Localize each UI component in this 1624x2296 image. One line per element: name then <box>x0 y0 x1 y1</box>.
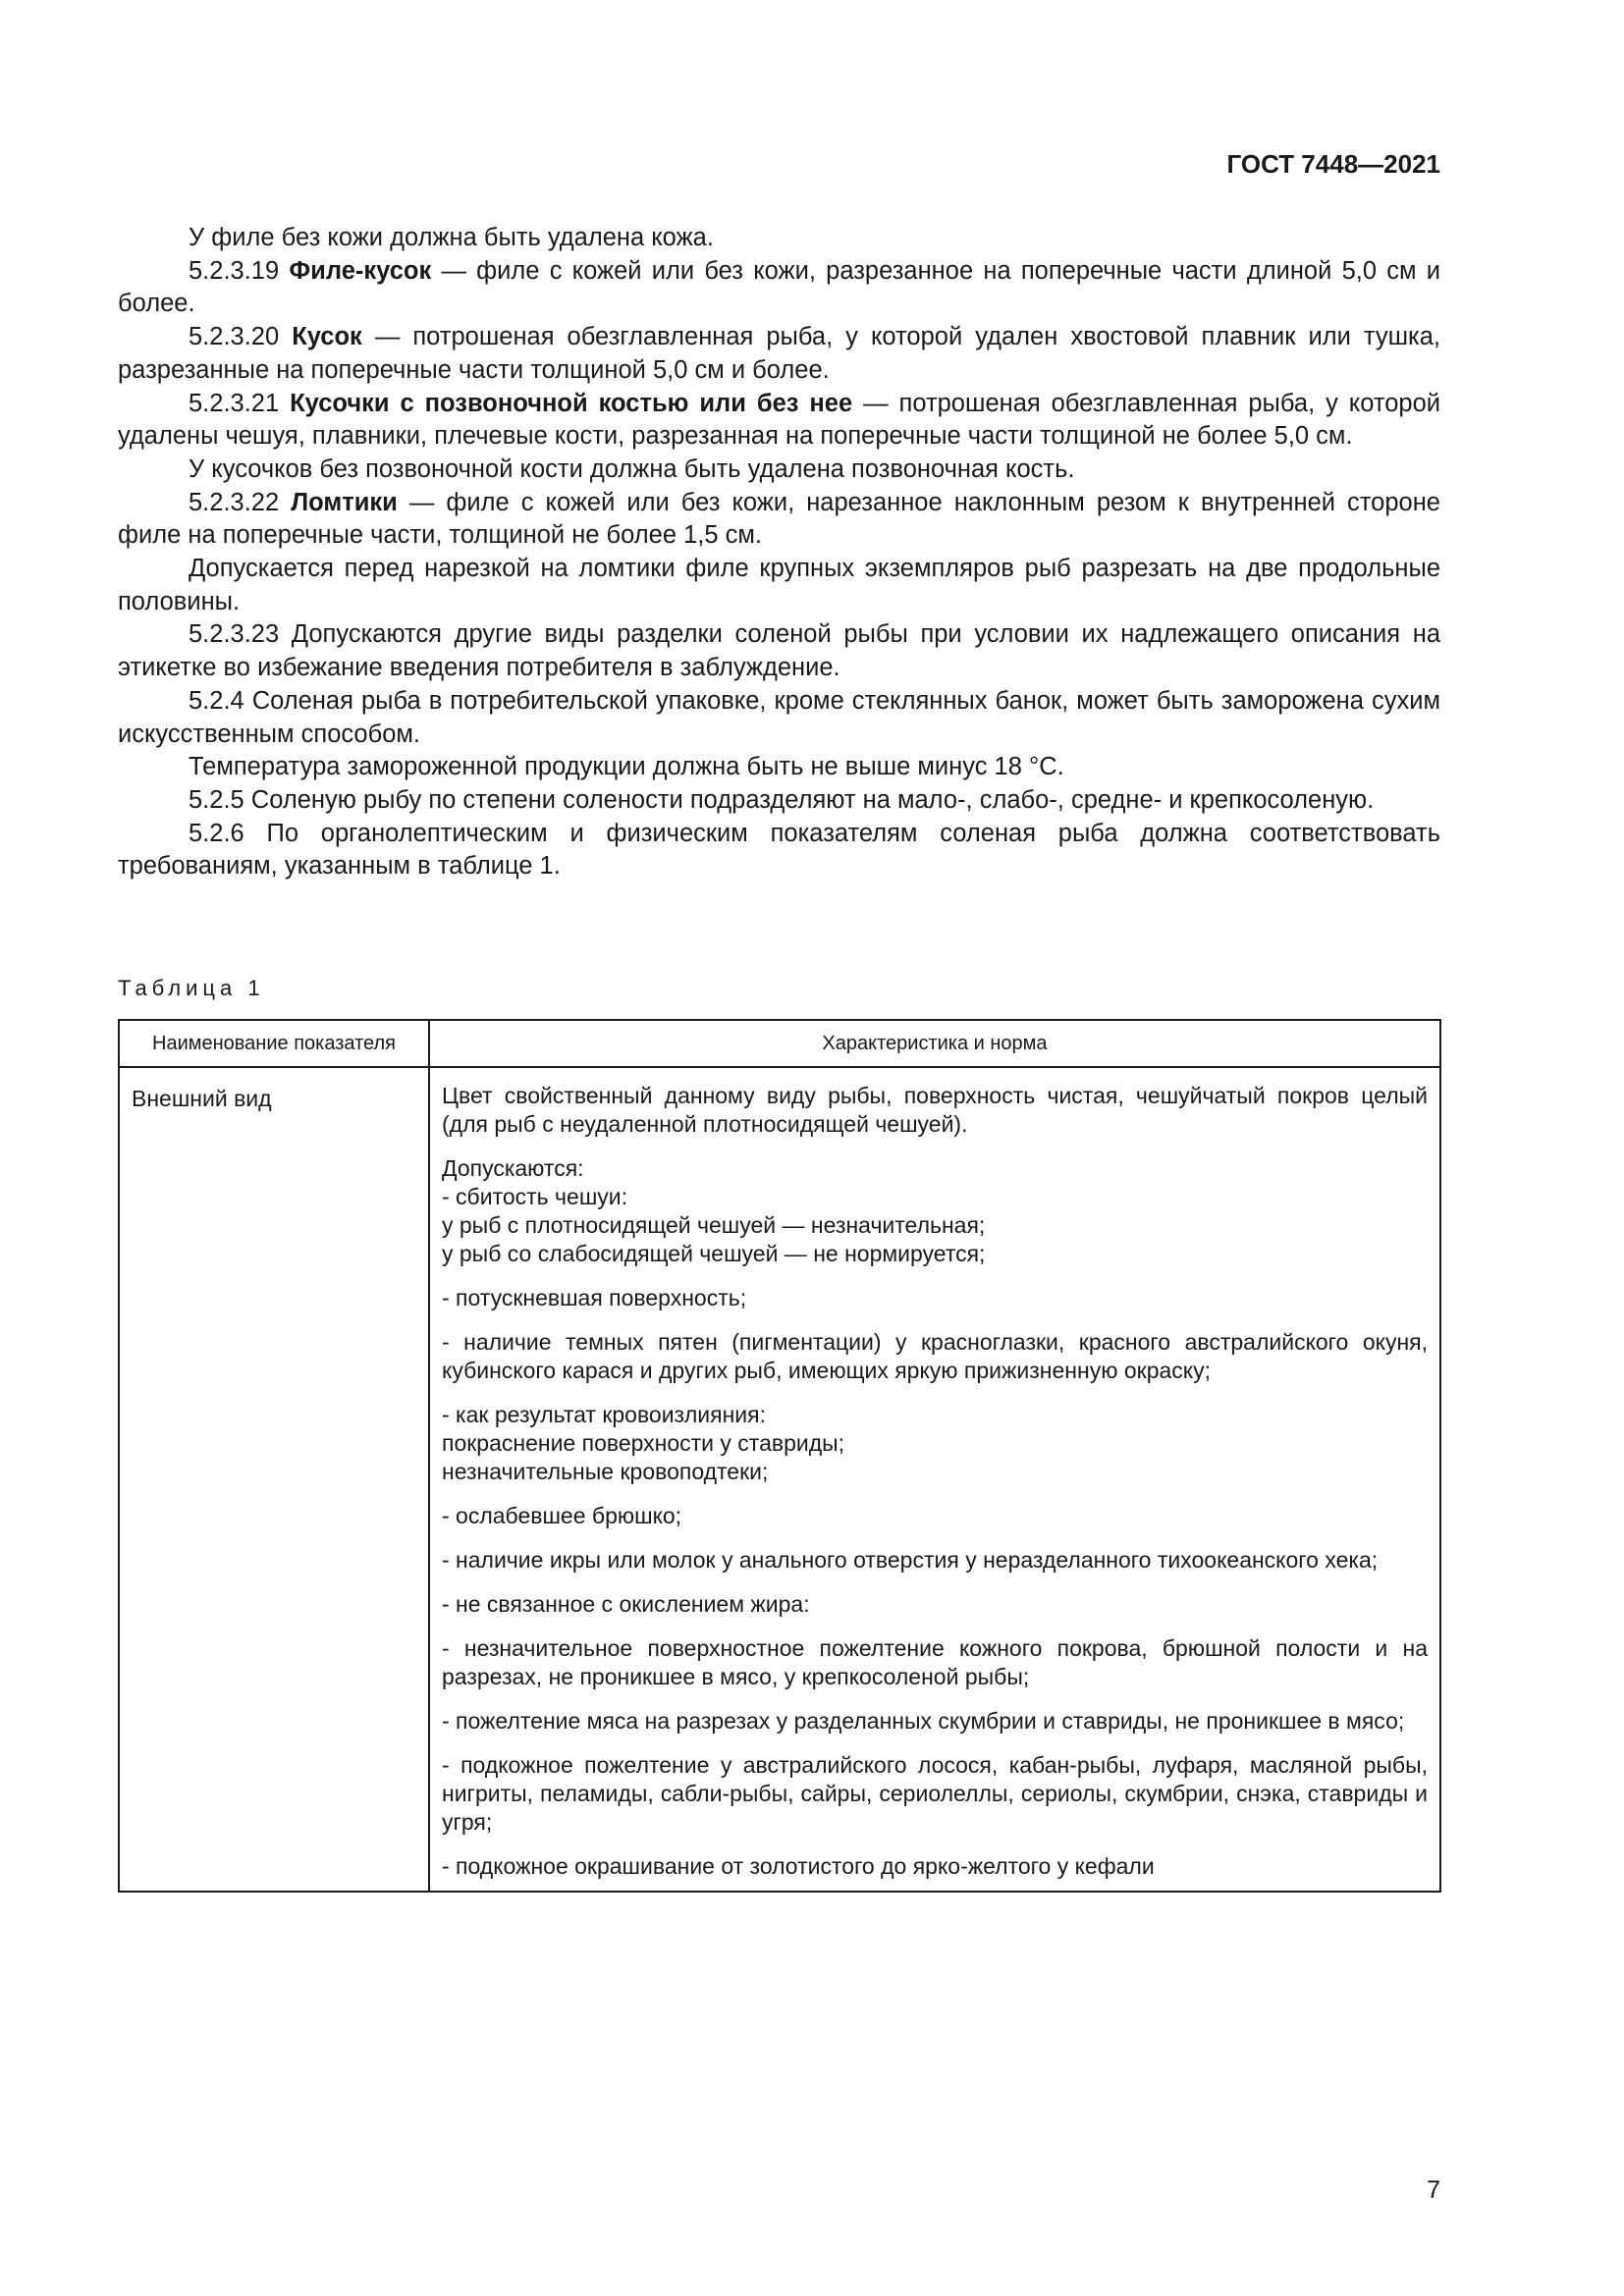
term-kusok: Кусок <box>292 323 362 351</box>
term-lomtiki: Ломтики <box>291 488 398 516</box>
norm-line: - не связанное с окислением жира: <box>442 1591 810 1617</box>
norm-line: - подкожное окрашивание от золотистого до ярко-желтого у кефали <box>442 1853 1155 1879</box>
norm-line: - пожелтение мяса на разрезах у разделанных скумбрии и ставриды, не проникшее в мясо; <box>442 1708 1405 1734</box>
paragraph-5-2-3-22: 5.2.3.22 Ломтики — филе с кожей или без кожи, нарезанное наклонным резом к внутренней стороне филе на поперечные части, толщиной не более 1,5 см. <box>118 488 1440 550</box>
norm-paragraph <box>442 1082 1428 1139</box>
paragraph-5-2-3-19: 5.2.3.19 Филе-кусок — филе с кожей или без кожи, разрезанное на поперечные части длиной 5,0 см и более. <box>118 256 1441 318</box>
norm-paragraph <box>442 1634 1428 1691</box>
norm-line: Допускаются: <box>442 1155 584 1181</box>
norm-paragraph <box>442 1328 1428 1385</box>
norm-line: - незначительное поверхностное пожелтение кожного покрова, брюшной полости и на разрезах, не проникшее в мясо, у крепкосоленой рыбы; <box>442 1635 1428 1689</box>
norm-line: - сбитость чешуи: <box>442 1184 628 1209</box>
norm-paragraph <box>442 1284 1428 1312</box>
table-caption: Таблица 1 <box>118 976 265 1000</box>
specification-table <box>118 1019 1441 1893</box>
norm-paragraph <box>442 1546 1428 1575</box>
norm-line: - наличие темных пятен (пигментации) у красноглазки, красного австралийского окуня, кубинского карася и других рыб, имеющих яркую прижизненную окраску; <box>442 1329 1428 1383</box>
paragraph-5-2-3-21: 5.2.3.21 Кусочки с позвоночной костью или без нее — потрошеная обезглавленная рыба, у которой удалены чешуя, плавники, плечевые кости, разрезанная на поперечные части толщиной не более 5,0 см. <box>118 389 1441 451</box>
norm-paragraph <box>442 1751 1428 1837</box>
norm-paragraph <box>442 1852 1428 1881</box>
document-id-header: ГОСТ 7448—2021 <box>1226 149 1440 179</box>
paragraph-5-2-3-20: 5.2.3.20 Кусок — потрошеная обезглавленная рыба, у которой удален хвостовой плавник или тушка, разрезанные на поперечные части толщиной 5,0 см и более. <box>118 323 1441 384</box>
norm-paragraph <box>442 1502 1428 1530</box>
norm-cell <box>429 1067 1440 1892</box>
norm-line: - потускневшая поверхность; <box>442 1285 747 1310</box>
table-row <box>119 1067 1440 1892</box>
indicator-name: Внешний вид <box>119 1067 429 1892</box>
paragraph-5-2-5: 5.2.5 Соленую рыбу по степени солености подразделяют на мало-, слабо-, средне- и крепкосоленую. <box>189 785 1375 814</box>
norm-line: - как результат кровоизлияния: <box>442 1402 766 1427</box>
norm-paragraph <box>442 1401 1428 1486</box>
page-number: 7 <box>1427 2176 1440 2204</box>
paragraph: У филе без кожи должна быть удалена кожа. <box>189 224 714 251</box>
norm-line: у рыб с плотносидящей чешуей — незначительная; <box>442 1212 986 1238</box>
term-file-kusok: Филе-кусок <box>289 256 432 285</box>
paragraph: У кусочков без позвоночной кости должна быть удалена позвоночная кость. <box>189 454 1075 483</box>
term-kusochki: Кусочки с позвоночной костью или без нее <box>290 389 853 417</box>
column-header-norm: Характеристика и норма <box>429 1020 1440 1067</box>
paragraph: Допускается перед нарезкой на ломтики филе крупных экземпляров рыб разрезать на две продольные половины. <box>118 555 1440 615</box>
table-header-row <box>119 1020 1440 1067</box>
norm-line: - наличие икры или молок у анального отверстия у неразделанного тихоокеанского хека; <box>442 1547 1379 1573</box>
body-text <box>118 222 1440 883</box>
norm-paragraph <box>442 1154 1428 1268</box>
paragraph: Температура замороженной продукции должна быть не выше минус 18 °С. <box>189 753 1064 781</box>
norm-line: - подкожное пожелтение у австралийского лосося, кабан-рыбы, луфаря, масляной рыбы, нигриты, пеламиды, сабли-рыбы, сайры, сериолеллы, сериолы, скумбрии, снэка, ставриды и угря; <box>442 1752 1428 1835</box>
norm-line: Цвет свойственный данному виду рыбы, поверхность чистая, чешуйчатый покров целый (для рыб с неудаленной плотносидящей чешуей). <box>442 1083 1428 1137</box>
norm-line: - ослабевшее брюшко; <box>442 1503 682 1528</box>
column-header-indicator: Наименование показателя <box>119 1020 429 1067</box>
norm-line: покраснение поверхности у ставриды; <box>442 1430 845 1456</box>
paragraph-5-2-4: 5.2.4 Соленая рыба в потребительской упаковке, кроме стеклянных банок, может быть заморожена сухим искусственным способом. <box>118 686 1440 748</box>
paragraph-5-2-3-23: 5.2.3.23 Допускаются другие виды разделки соленой рыбы при условии их надлежащего описания на этикетке во избежание введения потребителя в заблуждение. <box>118 620 1440 682</box>
norm-line: у рыб со слабосидящей чешуей — не нормируется; <box>442 1241 986 1266</box>
norm-paragraph <box>442 1707 1428 1735</box>
paragraph-5-2-6: 5.2.6 По органолептическим и физическим показателям соленая рыба должна соответствовать требованиям, указанным в таблице 1. <box>118 819 1440 881</box>
norm-line: незначительные кровоподтеки; <box>442 1459 769 1484</box>
norm-paragraph <box>442 1590 1428 1619</box>
